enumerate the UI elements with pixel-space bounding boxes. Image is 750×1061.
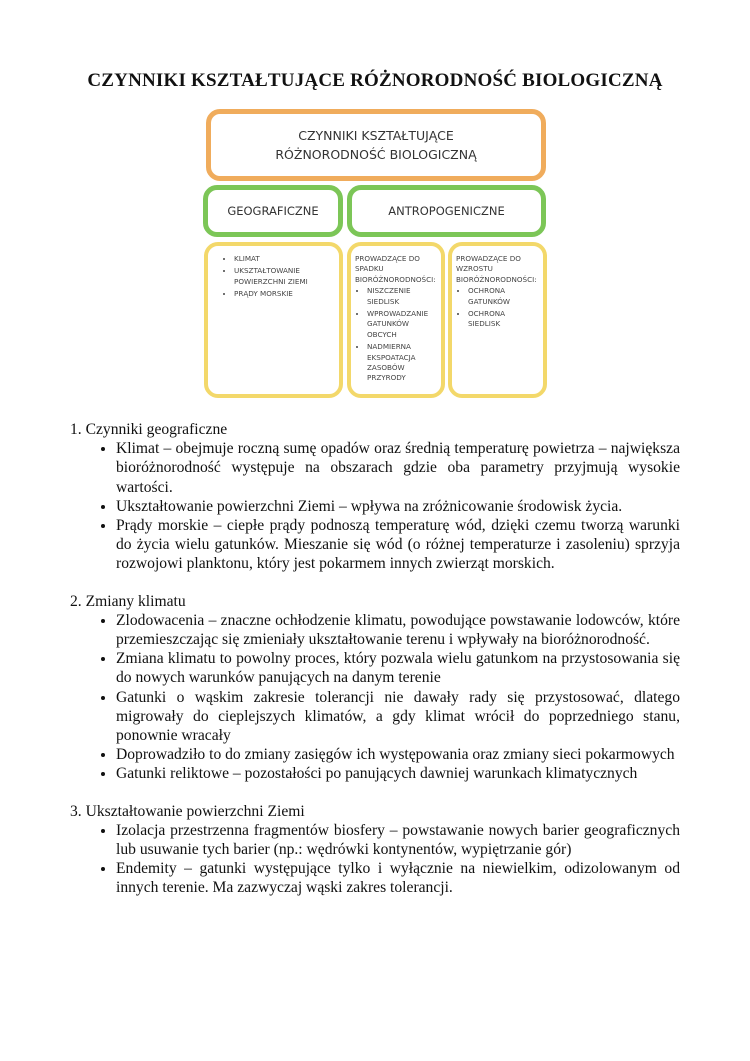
diagram-geo-item: • PRĄDY MORSKIE [234, 289, 335, 299]
section-heading: 3. Ukształtowanie powierzchni Ziemi [70, 802, 305, 820]
list-item: • Prądy morskie – ciepłe prądy podnoszą temperaturę wód, dzięki czemu tworzą warunki do życia wielu gatunków. Mieszanie się wód (o różnej temperaturze i zasoleniu) sprzyja rozwojowi planktonu, który jest pokarmem innych zwierząt morskich. [116, 516, 680, 574]
list-item: • Gatunki reliktowe – pozostałości po panujących dawniej warunkach klimatycznych [116, 764, 680, 783]
list-item: • Doprowadziło to do zmiany zasięgów ich występowania oraz zmiany sieci pokarmowych [116, 745, 680, 764]
diagram-geo-list [222, 254, 335, 300]
list-item: • Izolacja przestrzenna fragmentów biosfery – powstawanie nowych barier geograficznych lub usuwanie tych barier (np.: wędrówki kontynentów, wypiętrzanie gór) [116, 821, 680, 859]
diagram-decrease-item: • NISZCZENIE SIEDLISK [367, 286, 437, 307]
diagram-increase-item: • OCHRONA SIEDLISK [468, 309, 539, 330]
list-item: • Zmiana klimatu to powolny proces, który pozwala wielu gatunkom na przystosowania się do nowych warunków panujących na danym terenie [116, 649, 680, 687]
diagram-increase-list [456, 286, 539, 330]
list-item: • Zlodowacenia – znaczne ochłodzenie klimatu, powodujące powstawanie lodowców, które przemieszczając się zmieniały ukształtowanie terenu i wpływały na bioróżnorodność. [116, 611, 680, 649]
diagram-geo-item: • UKSZTAŁTOWANIE POWIERZCHNI ZIEMI [234, 266, 335, 287]
section-list [70, 611, 680, 784]
diagram-decrease-item: • WPROWADZANIE GATUNKÓW OBCYCH [367, 309, 437, 340]
diagram-decrease-item: • NADMIERNA EKSPOATACJA ZASOBÓW PRZYRODY [367, 342, 437, 384]
diagram-decrease-list [355, 286, 437, 384]
section-heading: 2. Zmiany klimatu [70, 592, 186, 610]
list-item: • Klimat – obejmuje roczną sumę opadów oraz średnią temperaturę powietrza – największa bioróżnorodność występuje na obszarach gdzie oba parametry przyjmują wysokie wartości. [116, 439, 680, 497]
diagram-antro-label: ANTROPOGENICZNE [388, 204, 505, 218]
diagram-increase-item: • OCHRONA GATUNKÓW [468, 286, 539, 307]
diagram-geo-item: • KLIMAT [234, 254, 335, 264]
section-list [70, 821, 680, 898]
diagram-increase-box [448, 242, 547, 398]
diagram-root-line2: RÓŻNORODNOŚĆ BIOLOGICZNĄ [275, 147, 477, 162]
list-item: • Gatunki o wąskim zakresie tolerancji nie dawały rady się przystosować, dlatego migrowały do cieplejszych klimatów, a gdy klimat wrócił do poprzedniego stanu, ponownie wracały [116, 688, 680, 746]
diagram-geo-box [203, 185, 343, 237]
section-list [70, 439, 680, 573]
section-heading: 1. Czynniki geograficzne [70, 421, 228, 438]
diagram-root-box [206, 109, 546, 181]
document-body [70, 420, 680, 898]
diagram-root-line1: CZYNNIKI KSZTAŁTUJĄCE [298, 128, 454, 143]
page-title: CZYNNIKI KSZTAŁTUJĄCE RÓŻNORODNOŚĆ BIOLOGICZNĄ [87, 70, 663, 91]
diagram-increase-head: PROWADZĄCE DO WZROSTU BIORÓŻNORODNOŚCI: [456, 254, 537, 284]
diagram-geo-items-box [204, 242, 343, 398]
diagram-antro-box [347, 185, 546, 237]
list-item: • Endemity – gatunki występujące tylko i wyłącznie na niewielkim, odizolowanym od innych terenie. Ma zazwyczaj wąski zakres tolerancji. [116, 859, 680, 897]
diagram-decrease-box [347, 242, 445, 398]
diagram-geo-label: GEOGRAFICZNE [227, 204, 319, 218]
diagram-decrease-head: PROWADZĄCE DO SPADKU BIORÓŻNORODNOŚCI: [355, 254, 436, 284]
list-item: • Ukształtowanie powierzchni Ziemi – wpływa na zróżnicowanie środowisk życia. [116, 497, 680, 516]
